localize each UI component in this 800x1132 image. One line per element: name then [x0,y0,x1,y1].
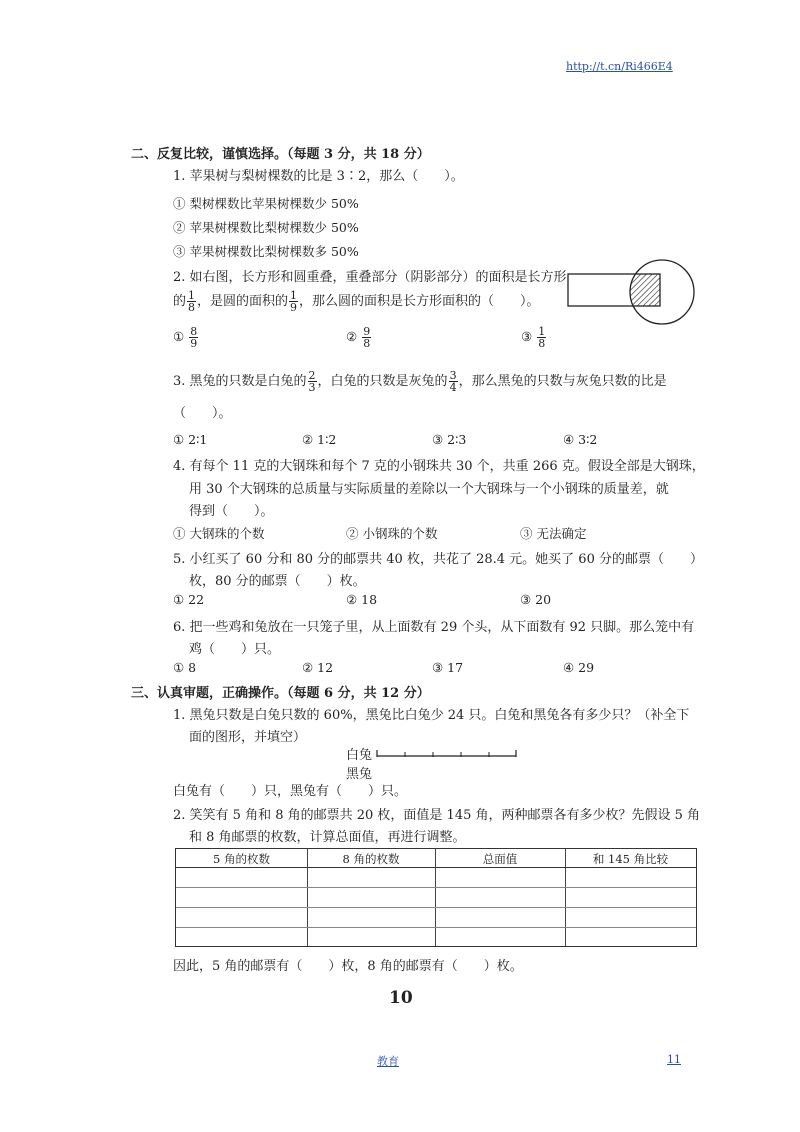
q3-option-3: ③ 2∶3 [432,432,467,447]
q3-option-1: ① 2∶1 [173,432,208,447]
q5-option-1: ① 22 [173,592,205,607]
segment-diagram [376,746,518,760]
q5-line-1: 5. 小红买了 60 分和 80 分的邮票共 40 枚，共花了 28.4 元。她买了 60 分的邮票（ ） [173,552,703,567]
table-header-total: 总面值 [482,852,518,866]
s3-q1-line-2: 面的图形，并填空） [189,730,307,745]
s3-q2-line-1: 2. 笑笑有 5 角和 8 角的邮票共 20 枚，面值是 145 角，两种邮票各有多少枚？先假设 5 角 [173,808,701,823]
q1-option-3: ③ 苹果树棵数比梨树棵数多 50% [173,244,359,259]
q4-option-1: ① 大钢珠的个数 [173,526,265,541]
section-2-title: 二、反复比较，谨慎选择。（每题 3 分，共 18 分） [131,147,430,162]
q4-option-2: ② 小钢珠的个数 [346,526,438,541]
q6-option-2: ② 12 [302,660,334,675]
q6-line-1: 6. 把一些鸡和兔放在一只笼子里，从上面数有 29 个头，从下面数有 92 只脚。那么笼中有 [173,620,695,635]
q2-option-1: ① $\frac{8}{9}$ [173,325,198,350]
footer-page-number[interactable]: 11 [667,1053,681,1066]
q4-line-3: 得到（ ）。 [189,504,274,519]
q1-text: 1. 苹果树与梨树棵数的比是 3∶2，那么（ ）。 [173,169,464,184]
q2-line-2: 的 $\frac{1}{8}$ ，是圆的面积的 $\frac{1}{9}$ ，那么圆的面积是长方形面积的（ ）。 [173,289,540,314]
q4-option-3: ③ 无法确定 [520,526,587,541]
s3-q2-conclusion: 因此，5 角的邮票有（ ）枚，8 角的邮票有（ ）枚。 [173,959,523,974]
stamp-table [175,848,697,947]
fraction: $\frac{1}{9}$ [290,289,298,314]
q2-option-2: ② $\frac{9}{8}$ [346,325,371,350]
label-black-rabbit: 黑兔 [346,767,373,782]
s3-q2-line-2: 和 8 角邮票的枚数，计算总面值，再进行调整。 [189,830,466,845]
table-header-compare: 和 145 角比较 [592,852,669,866]
fraction: $\frac{1}{8}$ [188,289,196,314]
q3-option-2: ② 1∶2 [302,432,337,447]
q4-line-1: 4. 有每个 11 克的大钢珠和每个 7 克的小钢珠共 30 个，共重 266 克。假设全部是大钢珠， [173,459,705,474]
q3-option-4: ④ 3∶2 [563,432,598,447]
q6-option-1: ① 8 [173,660,197,675]
q4-line-2: 用 30 个大钢珠的总质量与实际质量的差除以一个大钢珠与一个小钢珠的质量差，就 [189,482,669,497]
q5-line-2: 枚，80 分的邮票（ ）枚。 [189,574,366,589]
section-3-title: 三、认真审题，正确操作。（每题 6 分，共 12 分） [131,686,430,701]
s3-q1-answer: 白兔有（ ）只，黑兔有（ ）只。 [173,784,408,799]
q6-option-3: ③ 17 [432,660,464,675]
q5-option-2: ② 18 [346,592,378,607]
label-white-rabbit: 白兔 [346,748,373,763]
q6-option-4: ④ 29 [563,660,595,675]
table-header-8jiao: 8 角的枚数 [342,852,400,866]
q1-option-1: ① 梨树棵数比苹果树棵数少 50% [173,196,359,211]
overlap-figure [566,258,696,338]
q3-line-1: 3. 黑兔的只数是白兔的 $\frac{2}{3}$ ，白兔的只数是灰兔的 $\frac{3}{4}$ ，那么黑兔的只数与灰兔只数的比是 [173,369,667,394]
header-url-link[interactable]: http://t.cn/Ri466E4 [566,60,673,73]
page-number: 10 [389,988,413,1008]
q5-option-3: ③ 20 [520,592,552,607]
s3-q1-line-1: 1. 黑兔只数是白兔只数的 60%，黑兔比白兔少 24 只。白兔和黑兔各有多少只？（补全下 [173,708,690,723]
q1-option-2: ② 苹果树棵数比梨树棵数少 50% [173,220,359,235]
q2-line-1: 2. 如右图，长方形和圆重叠，重叠部分（阴影部分）的面积是长方形 [173,270,567,285]
table-header-5jiao: 5 角的枚数 [213,852,270,866]
q3-line-2: （ ）。 [173,406,232,421]
q2-option-3: ③ $\frac{1}{8}$ [521,325,546,350]
q6-line-2: 鸡（ ）只。 [189,642,281,657]
footer-link[interactable]: 教育 [377,1055,399,1068]
